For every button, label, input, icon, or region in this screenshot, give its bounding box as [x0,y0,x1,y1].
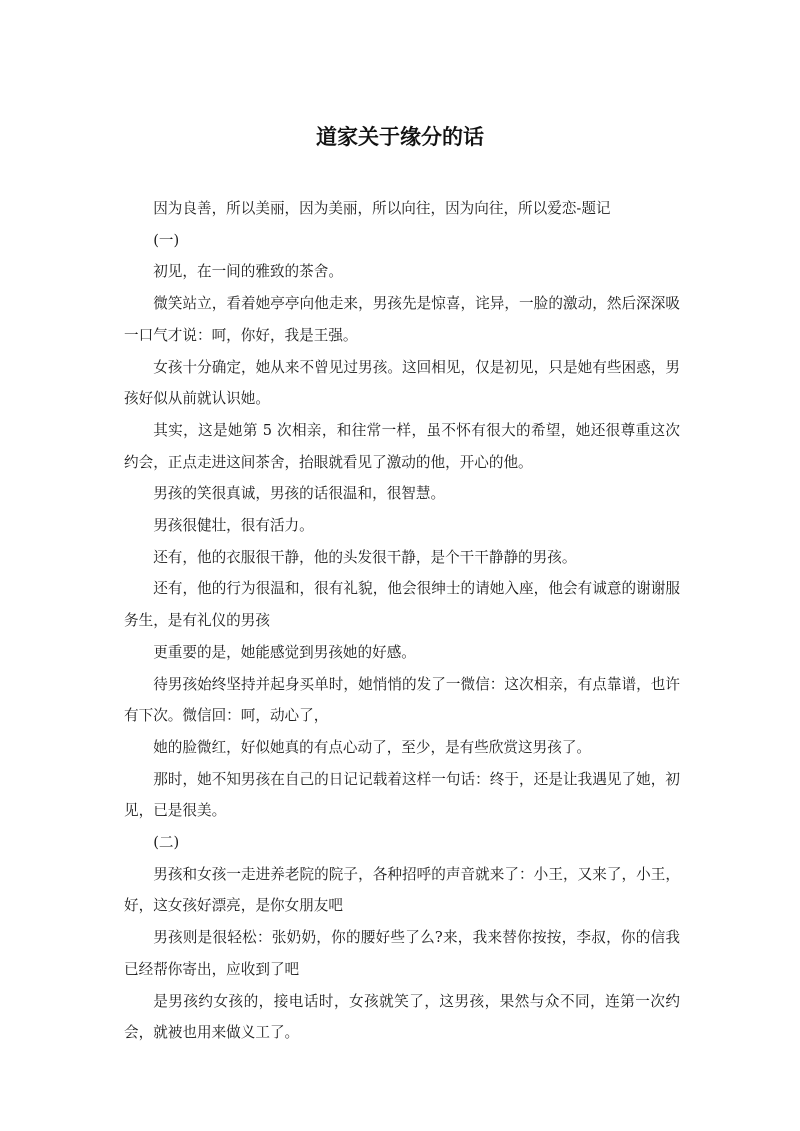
paragraph: 初见，在一间的雅致的茶舍。 [153,263,343,281]
paragraph: 还有，他的行为很温和，很有礼貌，他会很绅士的请她入座，他会有诚意的谢谢服务生，是有礼仪的男孩 [124,580,680,630]
paragraph: 女孩十分确定，她从来不曾见过男孩。这回相见，仅是初见，只是她有些困惑，男孩好似从前就认识她。 [124,358,680,408]
paragraph: 男孩的笑很真诚，男孩的话很温和，很智慧。 [153,485,446,503]
paragraph: 其实，这是她第 5 次相亲，和往常一样，虽不怀有很大的希望，她还很尊重这次约会，正点走进这间茶舍，抬眼就看见了激动的他，开心的他。 [124,421,680,471]
paragraph: 男孩则是很轻松：张奶奶，你的腰好些了么?来，我来替你按按，李叔，你的信我已经帮你寄出，应收到了吧 [124,929,680,978]
paragraph: 她的脸微红，好似她真的有点心动了，至少，是有些欣赏这男孩了。 [153,738,592,756]
paragraph: 还有，他的衣服很干静，他的头发很干静，是个干干静静的男孩。 [153,548,577,566]
paragraph: 微笑站立，看着她亭亭向他走来，男孩先是惊喜，诧异，一脸的激动，然后深深吸一口气才说：呵，你好，我是王强。 [124,295,680,344]
paragraph: 更重要的是，她能感觉到男孩她的好感。 [153,643,416,661]
paragraph: 待男孩始终坚持并起身买单时，她悄悄的发了一微信：这次相亲，有点靠谱，也许有下次。微信回：呵，动心了， [124,675,680,725]
section-heading: (一) [153,231,180,249]
paragraph: 男孩很健壮，很有活力。 [153,517,314,535]
paragraph: 男孩和女孩一走进养老院的院子，各种招呼的声音就来了：小王，又来了，小王，好，这女孩好漂亮，是你女朋友吧 [124,865,680,915]
document-title: 道家关于缘分的话 [316,125,484,149]
paragraph: 因为良善，所以美丽，因为美丽，所以向往，因为向往，所以爱恋-题记 [153,200,611,217]
paragraph: 是男孩约女孩的，接电话时，女孩就笑了，这男孩，果然与众不同，连第一次约会，就被也用来做义工了。 [124,992,680,1042]
paragraph: 那时，她不知男孩在自己的日记记载着这样一句话：终于，还是让我遇见了她，初见，已是很美。 [124,770,680,820]
section-heading: (二) [153,834,180,852]
document-body [124,193,680,1049]
